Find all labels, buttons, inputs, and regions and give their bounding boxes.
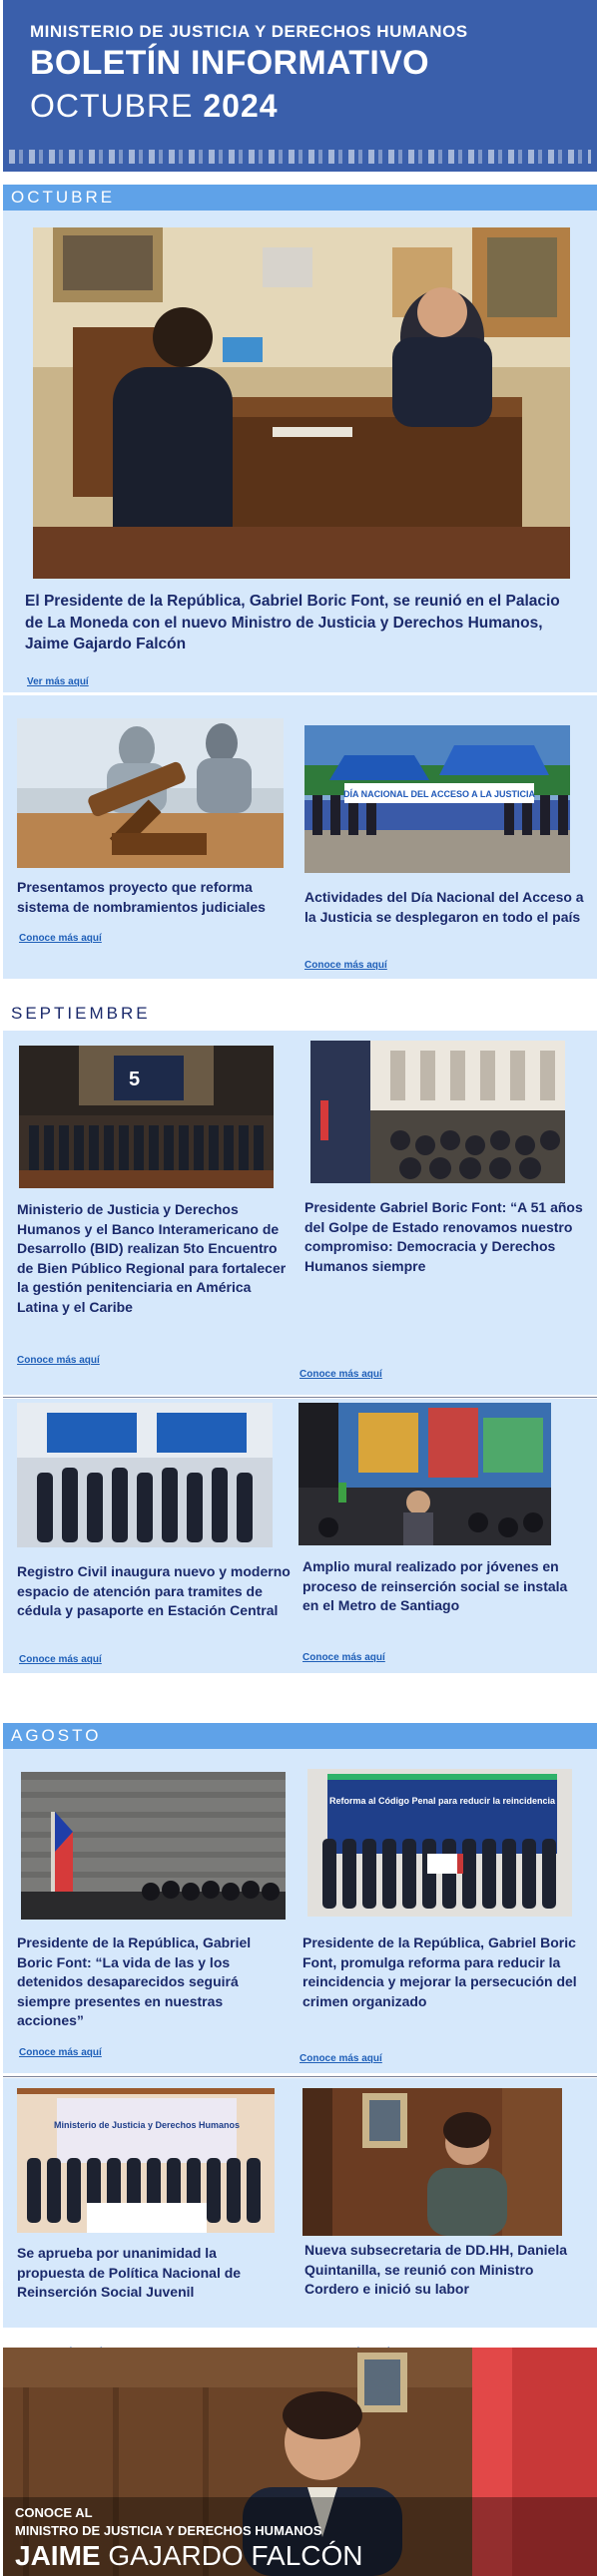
banner-text: DÍA NACIONAL DEL ACCESO A LA JUSTICIA xyxy=(342,789,536,799)
newsletter-year: 2024 xyxy=(203,88,279,124)
banner-text: Reforma al Código Penal para reducir la reincidencia xyxy=(328,1796,556,1806)
undersecretary-photo xyxy=(302,2088,562,2236)
banner-ministry: MINISTRO DE JUSTICIA Y DERECHOS HUMANOS xyxy=(15,2523,322,2538)
item-headline: Ministerio de Justicia y Derechos Humanos y el Banco Interamericano de Desarrollo (BID) realizan 5to Encuentro de Bien Público Regional para fortalecer la gestión penitenciaria en América Latina y el Caribe xyxy=(17,1201,287,1315)
disappeared-memorial-photo xyxy=(21,1772,286,1920)
access-justice-day-photo xyxy=(304,725,570,873)
item-link[interactable]: Conoce más aquí xyxy=(19,1654,102,1665)
decorative-pattern xyxy=(9,150,591,164)
item-headline: Nueva subsecretaria de DD.HH, Daniela Quintanilla, se reunió con Ministro Cordero e inició su labor xyxy=(304,2242,567,2298)
minister-name xyxy=(15,2540,363,2572)
section-bar-agosto: AGOSTO xyxy=(3,1723,597,1749)
item-link[interactable]: Conoce más aquí xyxy=(17,1355,100,1366)
section-bar-octubre: OCTUBRE xyxy=(3,185,597,211)
newsletter-date xyxy=(30,88,279,125)
item-headline: Amplio mural realizado por jóvenes en proceso de reinserción social se instala en el Metro de Santiago xyxy=(302,1558,568,1614)
item-headline: Presidente Gabriel Boric Font: “A 51 años del Golpe de Estado renovamos nuestro compromiso: Democracia y Derechos Humanos siempre xyxy=(304,1199,583,1274)
item-headline: Actividades del Día Nacional del Acceso a la Justicia se desplegaron en todo el país xyxy=(304,889,584,925)
item-link[interactable]: Conoce más aquí xyxy=(302,1652,385,1663)
divider xyxy=(3,1397,597,1398)
banner-know: CONOCE AL xyxy=(15,2505,93,2520)
minister-last-name: GAJARDO FALCÓN xyxy=(108,2540,363,2571)
newsletter-month: OCTUBRE xyxy=(30,88,194,124)
newsletter-title: BOLETÍN INFORMATIVO xyxy=(30,44,429,82)
featured-link[interactable]: Ver más aquí xyxy=(27,676,89,687)
item-link[interactable]: Conoce más aquí xyxy=(19,2047,102,2058)
divider xyxy=(3,2076,597,2077)
item-headline: Presidente de la República, Gabriel Boric Font: “La vida de las y los detenidos desaparecidos seguirá siempre presentes en nuestras acciones” xyxy=(17,1934,252,2029)
minister-banner[interactable] xyxy=(3,2348,597,2576)
minister-first-name: JAIME xyxy=(15,2540,101,2571)
ministry-name: MINISTERIO DE JUSTICIA Y DERECHOS HUMANOS xyxy=(30,22,468,41)
bid-meeting-photo xyxy=(19,1046,274,1188)
item-headline: Presidente de la República, Gabriel Boric Font, promulga reforma para reducir la reincidencia y mejorar la persecución del crimen organizado xyxy=(302,1934,577,2009)
item-link[interactable]: Conoce más aquí xyxy=(300,1369,382,1380)
coup-anniversary-photo xyxy=(310,1041,565,1183)
civil-registry-photo xyxy=(17,1403,273,1547)
banner-text: Ministerio de Justicia y Derechos Humanos xyxy=(53,2120,241,2130)
section-bar-septiembre: SEPTIEMBRE xyxy=(11,1004,151,1023)
featured-headline: El Presidente de la República, Gabriel Boric Font, se reunió en el Palacio de La Moneda con el nuevo Ministro de Justicia y Derechos Humanos, Jaime Gajardo Falcón xyxy=(25,593,560,653)
item-link[interactable]: Conoce más aquí xyxy=(19,933,102,944)
item-headline: Registro Civil inaugura nuevo y moderno espacio de atención para tramites de cédula y pasaporte en Estación Central xyxy=(17,1563,291,1619)
metro-mural-photo xyxy=(299,1403,551,1545)
svg-text:5: 5 xyxy=(129,1069,141,1090)
judicial-reform-photo xyxy=(17,718,284,868)
item-link[interactable]: Conoce más aquí xyxy=(300,2053,382,2064)
featured-photo xyxy=(33,227,570,579)
item-link[interactable]: Conoce más aquí xyxy=(304,960,387,971)
item-headline: Presentamos proyecto que reforma sistema de nombramientos judiciales xyxy=(17,879,266,915)
youth-reinsertion-photo xyxy=(17,2088,275,2233)
penal-reform-photo xyxy=(307,1769,572,1917)
newsletter-header xyxy=(3,0,597,172)
item-headline: Se aprueba por unanimidad la propuesta de Política Nacional de Reinserción Social Juvenil xyxy=(17,2245,242,2301)
